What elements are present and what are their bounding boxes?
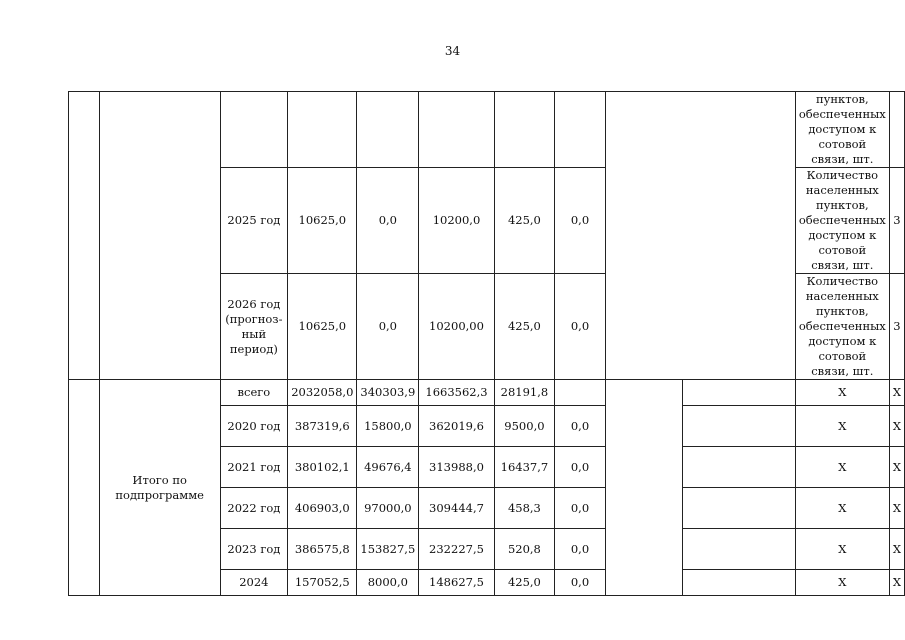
indicator-name-cell: Количество населенных пунктов, обеспеченных доступом к сотовой связи, шт. [795,274,889,380]
year-cell: всего [220,380,288,406]
value-cell: 232227,5 [419,529,494,570]
value-cell: 10200,0 [419,168,494,274]
value-cell: 49676,4 [357,447,419,488]
value-cell: 8000,0 [357,570,419,596]
value-cell: 0,0 [357,274,419,380]
indicator-value-cell: 3 [889,168,904,274]
empty-cell [683,570,795,596]
value-cell: 10625,0 [288,274,357,380]
event-name-cell [99,92,220,380]
x-mark-cell: X [889,380,904,406]
value-cell: 0,0 [555,274,606,380]
year-cell: 2020 год [220,406,288,447]
value-cell: 0,0 [555,406,606,447]
x-mark-cell: X [889,447,904,488]
value-cell [555,380,606,406]
executor-cell [605,92,795,380]
number-cell [69,92,100,380]
value-cell: 340303,9 [357,380,419,406]
number-cell [69,380,100,596]
value-cell: 16437,7 [494,447,554,488]
year-cell: 2023 год [220,529,288,570]
empty-cell [683,406,795,447]
value-cell [419,92,494,168]
executor-cell [605,380,683,596]
year-cell: 2024 [220,570,288,596]
value-cell: 157052,5 [288,570,357,596]
empty-cell [683,488,795,529]
value-cell: 15800,0 [357,406,419,447]
value-cell: 1663562,3 [419,380,494,406]
year-cell: 2022 год [220,488,288,529]
value-cell [288,92,357,168]
value-cell: 9500,0 [494,406,554,447]
x-mark-cell: X [795,488,889,529]
x-mark-cell: X [795,529,889,570]
total-label-cell: Итого по подпрограмме [99,380,220,596]
year-cell: 2025 год [220,168,288,274]
indicator-value-cell: 3 [889,274,904,380]
value-cell: 0,0 [555,488,606,529]
x-mark-cell: X [889,488,904,529]
page-number: 34 [444,44,461,58]
value-cell: 0,0 [555,529,606,570]
value-cell [494,92,554,168]
value-cell: 362019,6 [419,406,494,447]
budget-table [68,91,905,596]
value-cell: 380102,1 [288,447,357,488]
year-cell: 2026 год (прогноз-ный период) [220,274,288,380]
value-cell [555,92,606,168]
value-cell: 0,0 [555,168,606,274]
value-cell: 425,0 [494,570,554,596]
value-cell: 10200,00 [419,274,494,380]
year-cell: 2021 год [220,447,288,488]
value-cell: 28191,8 [494,380,554,406]
value-cell [357,92,419,168]
value-cell: 520,8 [494,529,554,570]
empty-cell [683,447,795,488]
value-cell: 10625,0 [288,168,357,274]
value-cell: 97000,0 [357,488,419,529]
year-cell [220,92,288,168]
table-row [69,92,905,168]
value-cell: 313988,0 [419,447,494,488]
x-mark-cell: X [889,570,904,596]
x-mark-cell: X [889,529,904,570]
value-cell: 148627,5 [419,570,494,596]
empty-cell [683,380,795,406]
value-cell: 425,0 [494,274,554,380]
value-cell: 386575,8 [288,529,357,570]
value-cell: 387319,6 [288,406,357,447]
indicator-name-cell: Количество населенных пунктов, обеспеченных доступом к сотовой связи, шт. [795,168,889,274]
empty-cell [683,529,795,570]
value-cell: 406903,0 [288,488,357,529]
table-row [69,380,905,406]
indicator-name-cell: пунктов, обеспеченных доступом к сотовой связи, шт. [795,92,889,168]
x-mark-cell: X [795,570,889,596]
value-cell: 0,0 [357,168,419,274]
x-mark-cell: X [889,406,904,447]
x-mark-cell: X [795,380,889,406]
x-mark-cell: X [795,406,889,447]
value-cell: 2032058,0 [288,380,357,406]
indicator-value-cell [889,92,904,168]
x-mark-cell: X [795,447,889,488]
value-cell: 309444,7 [419,488,494,529]
value-cell: 458,3 [494,488,554,529]
value-cell: 0,0 [555,570,606,596]
value-cell: 0,0 [555,447,606,488]
value-cell: 153827,5 [357,529,419,570]
value-cell: 425,0 [494,168,554,274]
